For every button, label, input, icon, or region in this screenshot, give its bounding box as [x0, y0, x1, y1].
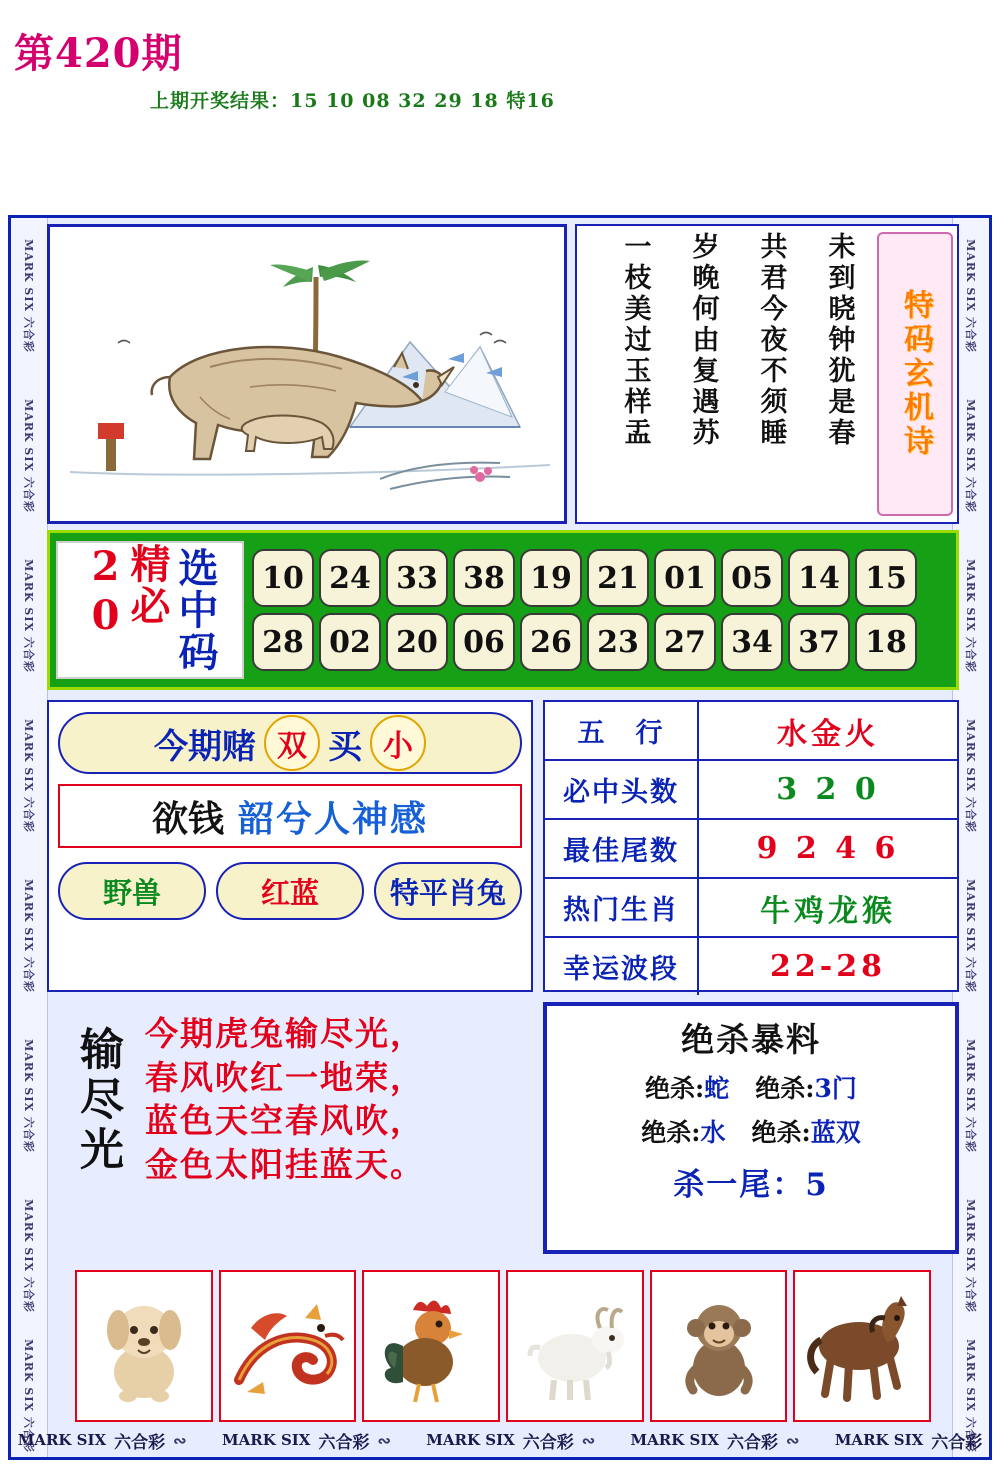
table-row — [545, 879, 957, 938]
table-value: 水金火 — [777, 716, 879, 752]
wish-row — [58, 784, 522, 848]
number-row-1 — [252, 549, 950, 607]
swirl-icon: ∾ — [173, 1430, 187, 1450]
band-label — [56, 541, 244, 679]
poem-line-4 — [601, 232, 669, 518]
footer-item — [631, 1428, 800, 1453]
number-ball[interactable]: 34 — [721, 613, 783, 671]
dragon-icon — [225, 1284, 351, 1408]
number-ball[interactable]: 24 — [319, 549, 381, 607]
forecast-table — [543, 700, 959, 992]
table-key: 热门生肖 — [545, 879, 699, 936]
side-strip-text: MARK SIX 六合彩 — [964, 1339, 977, 1453]
kill-label: 绝杀: — [641, 1118, 701, 1147]
poster-frame — [8, 215, 992, 1460]
footer-cn: 六合彩 — [114, 1432, 166, 1453]
number-ball[interactable]: 05 — [721, 549, 783, 607]
footer-cn: 六合彩 — [522, 1432, 574, 1453]
poster-inner — [47, 218, 953, 1457]
side-strip-text: MARK SIX 六合彩 — [22, 1199, 35, 1313]
previous-result-label: 上期开奖结果： — [150, 90, 291, 112]
swirl-icon: ∾ — [377, 1430, 391, 1450]
horse-icon — [797, 1284, 927, 1408]
bet-pick-2: 小 — [370, 715, 426, 771]
number-ball[interactable]: 27 — [654, 613, 716, 671]
kill-label: 绝杀: — [755, 1074, 815, 1103]
poem-line-3 — [669, 232, 737, 518]
shujinguang-lines — [145, 1012, 425, 1186]
tag-item[interactable]: 红蓝 — [216, 862, 364, 920]
swirl-icon: ∾ — [581, 1430, 596, 1450]
mystery-poem — [575, 224, 959, 524]
shujinguang-poem — [47, 1002, 533, 1258]
table-value: 22-28 — [770, 949, 886, 984]
number-ball[interactable]: 26 — [520, 613, 582, 671]
wish-value: 韶兮人神感 — [238, 797, 429, 840]
band-label-col2: 选中码 — [172, 547, 219, 673]
kill-item — [752, 1113, 861, 1149]
table-value: 9 2 4 6 — [756, 831, 900, 866]
table-row — [545, 702, 957, 761]
rooster-icon — [373, 1284, 489, 1408]
side-strip-text: MARK SIX 六合彩 — [22, 879, 35, 993]
zodiac-cell-horse[interactable] — [793, 1270, 931, 1422]
footer-en: MARK SIX — [426, 1431, 515, 1449]
table-key: 必中头数 — [545, 761, 699, 818]
side-strip-text: MARK SIX 六合彩 — [964, 399, 977, 513]
zodiac-cell-monkey[interactable] — [650, 1270, 788, 1422]
bet-row — [58, 712, 522, 774]
side-strip-text: MARK SIX 六合彩 — [22, 559, 35, 673]
side-strip-text: MARK SIX 六合彩 — [22, 239, 35, 353]
tag-item[interactable]: 野兽 — [58, 862, 206, 920]
table-key: 五 行 — [545, 702, 699, 759]
number-row-2 — [252, 613, 950, 671]
number-ball[interactable]: 19 — [520, 549, 582, 607]
number-ball[interactable]: 21 — [587, 549, 649, 607]
number-ball[interactable]: 02 — [319, 613, 381, 671]
goat-icon — [516, 1284, 634, 1408]
footer-en: MARK SIX — [221, 1431, 311, 1449]
mystery-picture — [47, 224, 567, 524]
kill-label: 绝杀: — [751, 1118, 811, 1147]
number-ball[interactable]: 06 — [453, 613, 515, 671]
number-ball[interactable]: 14 — [788, 549, 850, 607]
issue-number: 第420期 — [14, 30, 183, 77]
kill-box-title: 绝杀暴料 — [681, 1020, 821, 1059]
bet-pick-1: 双 — [264, 715, 320, 771]
bet-mid: 买 — [328, 726, 362, 767]
footer-bar — [0, 1420, 1000, 1460]
zodiac-cell-dragon[interactable] — [219, 1270, 357, 1422]
footer-en: MARK SIX — [630, 1431, 720, 1449]
number-ball[interactable]: 10 — [252, 549, 314, 607]
poem-line-text: 金色太阳挂蓝天。 — [145, 1144, 425, 1184]
side-strip-text: MARK SIX 六合彩 — [22, 1339, 35, 1453]
poem-line-text: 春风吹红一地荣， — [145, 1057, 425, 1097]
number-ball[interactable]: 18 — [855, 613, 917, 671]
table-value: 牛鸡龙猴 — [760, 893, 896, 929]
poem-line-text: 一枝美过玉样盂 — [619, 232, 651, 449]
kill-row-2 — [547, 1113, 955, 1149]
table-row — [545, 820, 957, 879]
number-ball[interactable]: 37 — [788, 613, 850, 671]
kill-item — [645, 1069, 729, 1105]
side-strip-text: MARK SIX 六合彩 — [964, 719, 977, 833]
poem-title: 特码玄机诗 — [898, 289, 933, 459]
previous-result-value: 15 10 08 32 29 18 特16 — [290, 90, 555, 112]
footer-cn: 六合彩 — [931, 1432, 983, 1453]
side-strip-text: MARK SIX 六合彩 — [22, 399, 35, 513]
zodiac-cell-dog[interactable] — [75, 1270, 213, 1422]
selected-numbers-band — [47, 530, 959, 690]
footer-item — [18, 1428, 187, 1453]
kill-box — [543, 1002, 959, 1254]
side-strip-text: MARK SIX 六合彩 — [964, 879, 977, 993]
tag-row — [58, 860, 522, 922]
footer-item — [222, 1428, 391, 1453]
poem-line-text: 岁晚何由复遇苏 — [687, 232, 719, 449]
side-strip-text: MARK SIX 六合彩 — [964, 239, 977, 353]
tag-item[interactable]: 特平肖兔 — [374, 862, 522, 920]
top-section — [47, 224, 959, 524]
dog-icon — [88, 1284, 200, 1408]
kill-value: 3门 — [814, 1074, 857, 1103]
wish-key: 欲钱 — [151, 797, 224, 840]
number-ball[interactable]: 33 — [386, 549, 448, 607]
number-ball[interactable]: 38 — [453, 549, 515, 607]
monkey-icon — [663, 1284, 775, 1408]
bet-panel — [47, 700, 533, 992]
kill-item — [755, 1069, 857, 1105]
table-row — [545, 938, 957, 995]
footer-item — [426, 1428, 595, 1453]
footer-cn: 六合彩 — [727, 1432, 779, 1453]
table-key: 幸运波段 — [545, 938, 699, 995]
kill-tail: 杀一尾：5 — [673, 1167, 829, 1203]
kill-value: 蛇 — [704, 1074, 730, 1103]
zodiac-cell-goat[interactable] — [506, 1270, 644, 1422]
left-side-strip — [11, 218, 48, 1457]
table-row — [545, 761, 957, 820]
footer-item — [835, 1428, 982, 1453]
number-ball[interactable]: 23 — [587, 613, 649, 671]
table-value: 3 2 0 — [776, 772, 880, 807]
footer-en: MARK SIX — [17, 1431, 107, 1449]
number-ball[interactable]: 01 — [654, 549, 716, 607]
swirl-icon: ∾ — [786, 1430, 800, 1450]
side-strip-text: MARK SIX 六合彩 — [964, 559, 977, 673]
table-key: 最佳尾数 — [545, 820, 699, 877]
poem-line-text: 未到晓钟犹是春 — [823, 232, 855, 449]
side-strip-text: MARK SIX 六合彩 — [22, 719, 35, 833]
side-strip-text: MARK SIX 六合彩 — [964, 1039, 977, 1153]
zodiac-cell-rooster[interactable] — [362, 1270, 500, 1422]
side-strip-text: MARK SIX 六合彩 — [22, 1039, 35, 1153]
kill-item — [641, 1113, 725, 1149]
footer-cn: 六合彩 — [318, 1432, 370, 1453]
number-ball[interactable]: 20 — [386, 613, 448, 671]
poem-title-box — [877, 232, 953, 516]
kill-label: 绝杀: — [645, 1074, 705, 1103]
poem-line-2 — [737, 232, 805, 518]
previous-result — [150, 86, 555, 113]
kill-value: 蓝双 — [810, 1118, 861, 1147]
footer-en: MARK SIX — [834, 1431, 924, 1449]
kill-row-1 — [547, 1069, 955, 1105]
poem-line-text: 蓝色天空春风吹， — [145, 1101, 425, 1141]
rhino-illustration — [50, 227, 564, 521]
shujinguang-title: 输尽光 — [72, 1026, 123, 1176]
band-label-col1: 精必20 — [82, 543, 171, 641]
poem-line-1 — [805, 232, 873, 518]
kill-value: 水 — [700, 1118, 726, 1147]
poem-line-text: 共君今夜不须睡 — [755, 232, 787, 449]
bet-prefix: 今期赌 — [154, 726, 256, 767]
number-ball[interactable]: 28 — [252, 613, 314, 671]
poem-line-text: 今期虎兔输尽光， — [145, 1014, 425, 1053]
number-grid — [244, 549, 956, 671]
number-ball[interactable]: 15 — [855, 549, 917, 607]
zodiac-strip — [75, 1270, 931, 1422]
side-strip-text: MARK SIX 六合彩 — [964, 1199, 977, 1313]
